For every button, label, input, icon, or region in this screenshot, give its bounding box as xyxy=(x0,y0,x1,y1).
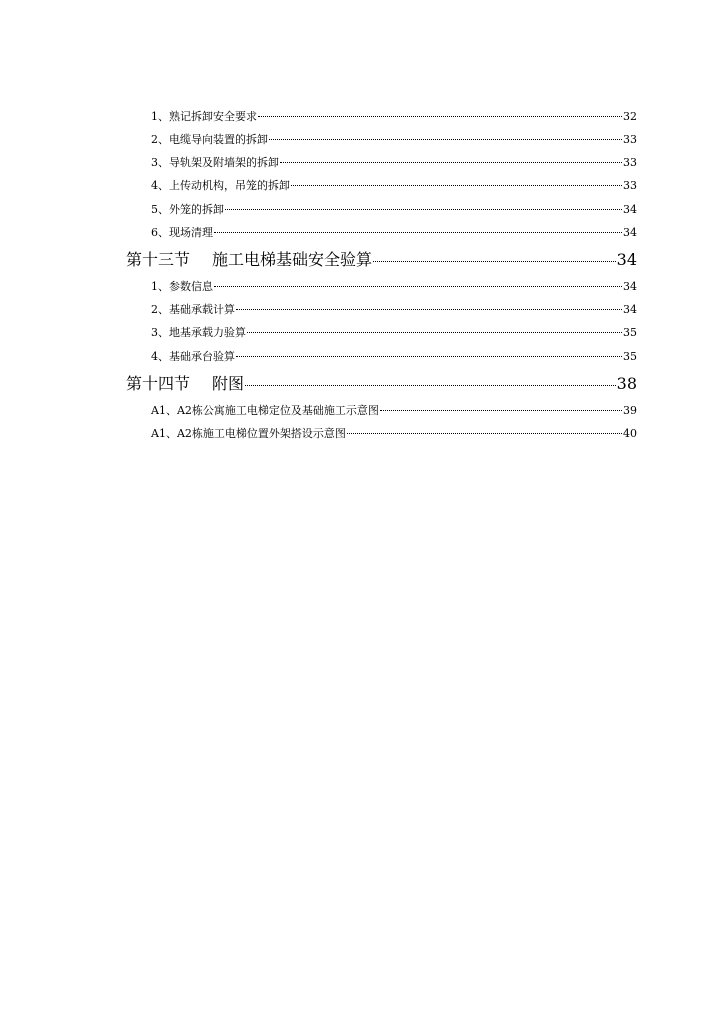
toc-entry[interactable] xyxy=(151,279,637,295)
toc-entry-label: A1、A2栋公寓施工电梯定位及基础施工示意图 xyxy=(151,404,379,417)
toc-entry[interactable] xyxy=(151,202,637,218)
toc-section-number: 第十三节 xyxy=(126,250,191,269)
toc-entry[interactable] xyxy=(151,349,637,365)
toc-page-number: 35 xyxy=(623,350,637,363)
toc-entry[interactable] xyxy=(151,132,637,148)
toc-page-number: 34 xyxy=(616,250,637,269)
toc-section-title: 附图 xyxy=(212,374,245,393)
toc-dot-leader xyxy=(236,356,622,357)
toc-dot-leader xyxy=(214,232,622,233)
toc-entry-label: 2、基础承载计算 xyxy=(151,303,235,316)
toc-page-number: 33 xyxy=(623,133,637,146)
toc-dot-leader xyxy=(269,139,622,140)
toc-page-number: 35 xyxy=(623,326,637,339)
toc-dot-leader xyxy=(380,410,622,411)
toc-entry-label: 3、导轨架及附墙架的拆卸 xyxy=(151,156,279,169)
toc-page-number: 34 xyxy=(623,280,637,293)
toc-dot-leader xyxy=(347,433,622,434)
toc-dot-leader xyxy=(291,185,622,186)
toc-entry[interactable] xyxy=(151,302,637,318)
toc-entry-label: A1、A2栋施工电梯位置外架搭设示意图 xyxy=(151,427,346,440)
toc-dot-leader xyxy=(280,162,622,163)
toc-section-number: 第十四节 xyxy=(126,374,191,393)
toc-entry[interactable] xyxy=(151,403,637,419)
toc-entry-label: 1、参数信息 xyxy=(151,280,213,293)
toc-dot-leader xyxy=(247,332,622,333)
toc-entry-label: 5、外笼的拆卸 xyxy=(151,203,224,216)
toc-page-number: 38 xyxy=(616,374,637,393)
toc-dot-leader xyxy=(225,209,622,210)
toc-page-number: 34 xyxy=(623,226,637,239)
toc-page-number: 34 xyxy=(623,303,637,316)
toc-entry[interactable] xyxy=(151,178,637,194)
toc-section-heading[interactable] xyxy=(126,249,637,271)
toc-entry[interactable] xyxy=(151,109,637,125)
toc-entry[interactable] xyxy=(151,155,637,171)
toc-dot-leader xyxy=(258,116,622,117)
toc-page-number: 33 xyxy=(623,156,637,169)
toc-entry-label: 3、地基承载力验算 xyxy=(151,326,246,339)
toc-entry-label: 4、上传动机构，吊笼的拆卸 xyxy=(151,179,290,192)
toc-entry-label: 1、熟记拆卸安全要求 xyxy=(151,110,257,123)
toc-page-number: 34 xyxy=(623,203,637,216)
toc-page-number: 39 xyxy=(623,404,637,417)
toc-dot-leader xyxy=(245,385,616,386)
toc-entry-label: 2、电缆导向装置的拆卸 xyxy=(151,133,268,146)
toc-dot-leader xyxy=(236,309,622,310)
toc-page-number: 40 xyxy=(623,427,637,440)
toc-entry-label: 4、基础承台验算 xyxy=(151,350,235,363)
toc-dot-leader xyxy=(214,286,622,287)
toc-entry[interactable] xyxy=(151,325,637,341)
toc-entry-label: 6、现场清理 xyxy=(151,226,213,239)
toc-entry[interactable] xyxy=(151,225,637,241)
toc-dot-leader xyxy=(373,261,616,262)
toc-entry[interactable] xyxy=(151,426,637,442)
toc-page-number: 32 xyxy=(623,110,637,123)
toc-section-title: 施工电梯基础安全验算 xyxy=(212,250,373,269)
toc-page-number: 33 xyxy=(623,179,637,192)
toc-section-heading[interactable] xyxy=(126,373,637,395)
